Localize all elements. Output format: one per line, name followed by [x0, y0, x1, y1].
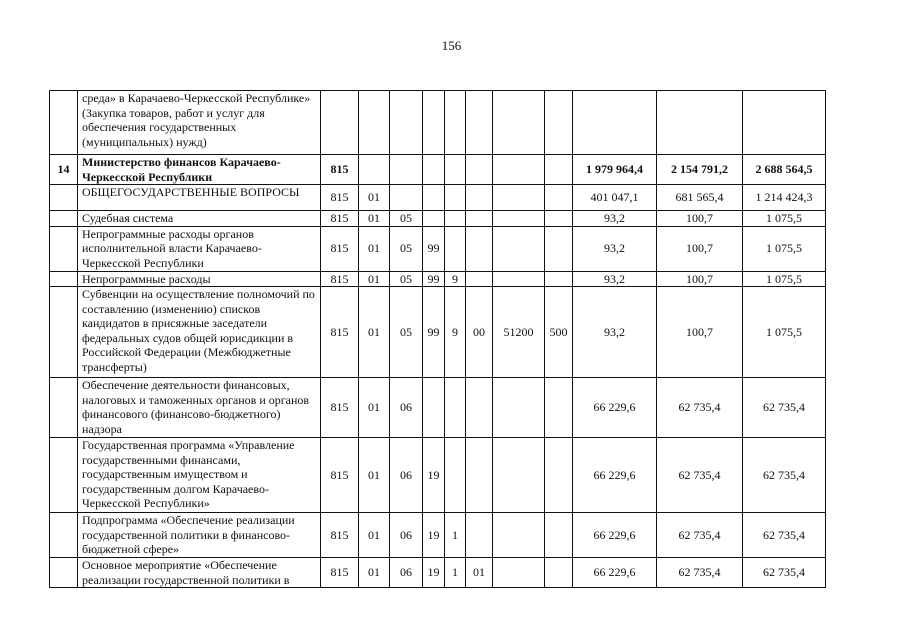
amount-year3-cell: 62 735,4: [743, 378, 826, 438]
activity-code-cell: [466, 378, 493, 438]
program-code-cell: 19: [423, 513, 445, 558]
section-code-cell: 01: [359, 226, 390, 271]
section-code-cell: 01: [359, 513, 390, 558]
expense-type-cell: [545, 211, 573, 227]
subsection-code-cell: 06: [390, 438, 423, 513]
subsection-code-cell: 05: [390, 211, 423, 227]
subsection-code-cell: 06: [390, 558, 423, 588]
row-number-cell: [50, 91, 78, 155]
subsection-code-cell: 06: [390, 513, 423, 558]
expense-type-cell: [545, 271, 573, 287]
subprogram-code-cell: [445, 226, 466, 271]
ved-code-cell: 815: [321, 558, 359, 588]
ved-code-cell: [321, 91, 359, 155]
row-number-cell: [50, 513, 78, 558]
program-code-cell: 99: [423, 271, 445, 287]
program-code-cell: 19: [423, 558, 445, 588]
activity-code-cell: [466, 91, 493, 155]
direction-code-cell: 51200: [493, 287, 545, 378]
table-row: [50, 287, 826, 378]
subsection-code-cell: 05: [390, 287, 423, 378]
amount-year2-cell: 62 735,4: [657, 438, 743, 513]
subprogram-code-cell: [445, 211, 466, 227]
amount-year3-cell: 1 075,5: [743, 287, 826, 378]
direction-code-cell: [493, 155, 545, 185]
row-number-cell: [50, 185, 78, 211]
amount-year3-cell: 1 075,5: [743, 211, 826, 227]
direction-code-cell: [493, 91, 545, 155]
section-code-cell: 01: [359, 185, 390, 211]
amount-year2-cell: [657, 91, 743, 155]
subsection-code-cell: 05: [390, 271, 423, 287]
amount-year3-cell: 1 075,5: [743, 226, 826, 271]
table-row: [50, 155, 826, 185]
subprogram-code-cell: 1: [445, 513, 466, 558]
program-code-cell: [423, 155, 445, 185]
expense-type-cell: [545, 185, 573, 211]
program-code-cell: [423, 378, 445, 438]
table-body: [50, 91, 826, 588]
table-row: [50, 513, 826, 558]
amount-year1-cell: [573, 91, 657, 155]
row-name-cell: Государственная программа «Управление государственными финансами, государственным имуществом и государственным долгом Карачаево-Черкесской Республики»: [78, 438, 321, 513]
row-number-cell: [50, 271, 78, 287]
activity-code-cell: [466, 513, 493, 558]
expense-type-cell: [545, 438, 573, 513]
amount-year3-cell: 1 214 424,3: [743, 185, 826, 211]
ved-code-cell: 815: [321, 378, 359, 438]
row-number-cell: [50, 226, 78, 271]
amount-year1-cell: 66 229,6: [573, 378, 657, 438]
amount-year2-cell: 2 154 791,2: [657, 155, 743, 185]
amount-year1-cell: 401 047,1: [573, 185, 657, 211]
section-code-cell: 01: [359, 558, 390, 588]
ved-code-cell: 815: [321, 287, 359, 378]
ved-code-cell: 815: [321, 438, 359, 513]
activity-code-cell: [466, 155, 493, 185]
ved-code-cell: 815: [321, 271, 359, 287]
row-number-cell: [50, 378, 78, 438]
direction-code-cell: [493, 513, 545, 558]
subprogram-code-cell: [445, 438, 466, 513]
amount-year1-cell: 93,2: [573, 226, 657, 271]
row-number-cell: [50, 211, 78, 227]
subprogram-code-cell: 9: [445, 287, 466, 378]
table-row: [50, 226, 826, 271]
amount-year1-cell: 66 229,6: [573, 513, 657, 558]
direction-code-cell: [493, 211, 545, 227]
row-name-cell: Непрограммные расходы: [78, 271, 321, 287]
direction-code-cell: [493, 378, 545, 438]
program-code-cell: [423, 91, 445, 155]
direction-code-cell: [493, 438, 545, 513]
row-name-cell: Основное мероприятие «Обеспечение реализации государственной политики в: [78, 558, 321, 588]
direction-code-cell: [493, 226, 545, 271]
subsection-code-cell: [390, 185, 423, 211]
amount-year1-cell: 66 229,6: [573, 558, 657, 588]
ved-code-cell: 815: [321, 211, 359, 227]
table-row: [50, 378, 826, 438]
amount-year2-cell: 100,7: [657, 226, 743, 271]
row-name-cell: Министерство финансов Карачаево-Черкесской Республики: [78, 155, 321, 185]
direction-code-cell: [493, 271, 545, 287]
ved-code-cell: 815: [321, 226, 359, 271]
subprogram-code-cell: [445, 378, 466, 438]
subprogram-code-cell: 9: [445, 271, 466, 287]
program-code-cell: [423, 211, 445, 227]
subprogram-code-cell: 1: [445, 558, 466, 588]
activity-code-cell: [466, 226, 493, 271]
table-row: [50, 558, 826, 588]
subprogram-code-cell: [445, 91, 466, 155]
section-code-cell: 01: [359, 211, 390, 227]
ved-code-cell: 815: [321, 185, 359, 211]
subsection-code-cell: 05: [390, 226, 423, 271]
subsection-code-cell: [390, 155, 423, 185]
budget-table: [49, 90, 826, 588]
direction-code-cell: [493, 185, 545, 211]
amount-year1-cell: 66 229,6: [573, 438, 657, 513]
amount-year3-cell: 1 075,5: [743, 271, 826, 287]
amount-year1-cell: 93,2: [573, 287, 657, 378]
subprogram-code-cell: [445, 155, 466, 185]
amount-year2-cell: 62 735,4: [657, 378, 743, 438]
activity-code-cell: [466, 438, 493, 513]
ved-code-cell: 815: [321, 513, 359, 558]
section-code-cell: 01: [359, 287, 390, 378]
amount-year3-cell: 62 735,4: [743, 558, 826, 588]
expense-type-cell: [545, 558, 573, 588]
row-number-cell: [50, 287, 78, 378]
program-code-cell: [423, 185, 445, 211]
amount-year2-cell: 62 735,4: [657, 513, 743, 558]
page-number: 156: [441, 38, 462, 53]
expense-type-cell: [545, 378, 573, 438]
amount-year1-cell: 93,2: [573, 211, 657, 227]
row-name-cell: Подпрограмма «Обеспечение реализации государственной политики в финансово-бюджетной сфере»: [78, 513, 321, 558]
table-row: [50, 185, 826, 211]
row-name-cell: Судебная система: [78, 211, 321, 227]
amount-year3-cell: 62 735,4: [743, 513, 826, 558]
row-number-cell: [50, 558, 78, 588]
activity-code-cell: [466, 185, 493, 211]
amount-year3-cell: 62 735,4: [743, 438, 826, 513]
expense-type-cell: [545, 226, 573, 271]
row-number-cell: [50, 438, 78, 513]
activity-code-cell: 00: [466, 287, 493, 378]
amount-year3-cell: [743, 91, 826, 155]
amount-year2-cell: 100,7: [657, 211, 743, 227]
expense-type-cell: [545, 513, 573, 558]
row-name-cell: ОБЩЕГОСУДАРСТВЕННЫЕ ВОПРОСЫ: [78, 185, 321, 211]
subprogram-code-cell: [445, 185, 466, 211]
table-row: [50, 91, 826, 155]
direction-code-cell: [493, 558, 545, 588]
amount-year2-cell: 100,7: [657, 287, 743, 378]
program-code-cell: 99: [423, 287, 445, 378]
amount-year3-cell: 2 688 564,5: [743, 155, 826, 185]
amount-year1-cell: 1 979 964,4: [573, 155, 657, 185]
subsection-code-cell: 06: [390, 378, 423, 438]
amount-year2-cell: 681 565,4: [657, 185, 743, 211]
section-code-cell: 01: [359, 271, 390, 287]
program-code-cell: 19: [423, 438, 445, 513]
amount-year1-cell: 93,2: [573, 271, 657, 287]
program-code-cell: 99: [423, 226, 445, 271]
row-name-cell: Субвенции на осуществление полномочий по составлению (изменению) списков кандидатов в присяжные заседатели федеральных судов общей юрисдикции в Российской Федерации (Межбюджетные трансферты): [78, 287, 321, 378]
section-code-cell: 01: [359, 378, 390, 438]
amount-year2-cell: 100,7: [657, 271, 743, 287]
row-name-cell: Непрограммные расходы органов исполнительной власти Карачаево-Черкесской Республики: [78, 226, 321, 271]
activity-code-cell: [466, 211, 493, 227]
table-row: [50, 271, 826, 287]
activity-code-cell: 01: [466, 558, 493, 588]
subsection-code-cell: [390, 91, 423, 155]
amount-year2-cell: 62 735,4: [657, 558, 743, 588]
section-code-cell: [359, 91, 390, 155]
table-row: [50, 438, 826, 513]
table-row: [50, 211, 826, 227]
activity-code-cell: [466, 271, 493, 287]
expense-type-cell: [545, 155, 573, 185]
expense-type-cell: [545, 91, 573, 155]
expense-type-cell: 500: [545, 287, 573, 378]
section-code-cell: 01: [359, 438, 390, 513]
ved-code-cell: 815: [321, 155, 359, 185]
row-name-cell: среда» в Карачаево-Черкесской Республике» (Закупка товаров, работ и услуг для обеспечения государственных (муниципальных) нужд): [78, 91, 321, 155]
row-number-cell: 14: [50, 155, 78, 185]
row-name-cell: Обеспечение деятельности финансовых, налоговых и таможенных органов и органов финансового (финансово-бюджетного) надзора: [78, 378, 321, 438]
section-code-cell: [359, 155, 390, 185]
